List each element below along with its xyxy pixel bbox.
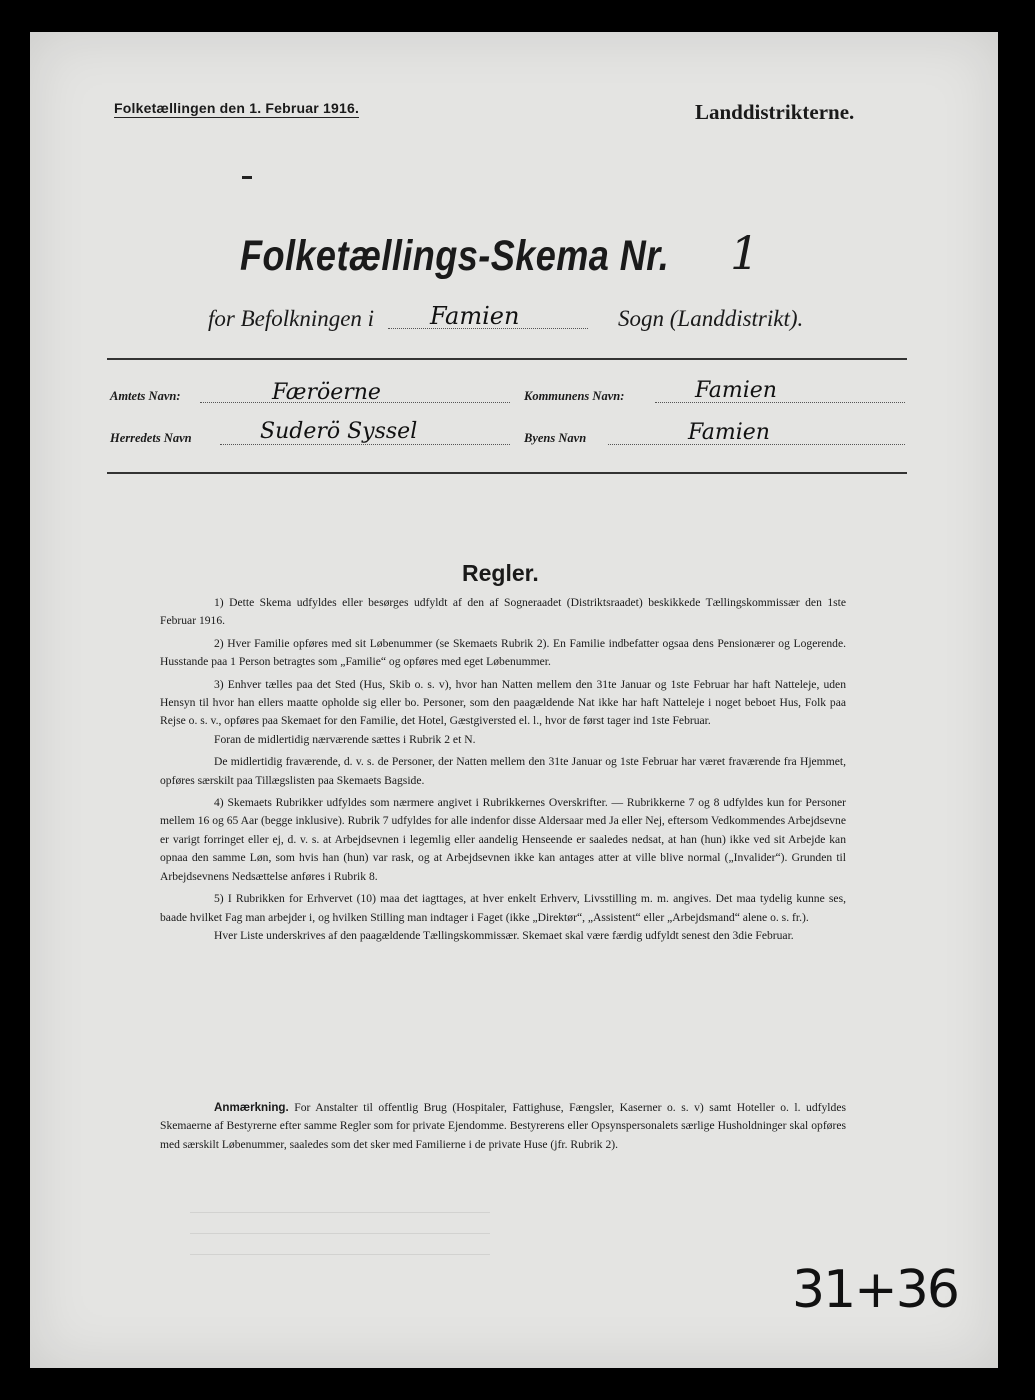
note-text: For Anstalter til offentlig Brug (Hospitaler, Fattighuse, Fængsler, Kaserner o. s. v) samt Hoteller o. l. udfyldes Skemaerne af Bestyrerne efter samme Regler som for private Ejendomme. Bestyrerens eller Opsynspersonalets særlige Husholdninger skal opføres med særskilt Løbenummer, saaledes som det sker med Familierne i de private Huse (jfr. Rubrik 2). [160, 1101, 846, 1151]
rule-1: 1) Dette Skema udfyldes eller besørges udfyldt af den af Sogneraadet (Distriktsraadet) beskikkede Tællingskommissær den 1ste Februar 1916. [160, 596, 846, 628]
amt-value-handwritten: Færöerne [272, 380, 381, 405]
subtitle-suffix: Sogn (Landdistrikt). [618, 306, 804, 331]
herred-dotted-line [220, 444, 510, 445]
amt-label: Amtets Navn: [110, 389, 181, 403]
herred-value-handwritten: Suderö Syssel [260, 419, 418, 444]
kommune-label: Kommunens Navn: [524, 389, 625, 403]
parish-handwritten: Famien [430, 302, 520, 330]
rule-3: 3) Enhver tælles paa det Sted (Hus, Skib o. s. v), hvor han Natten mellem den 31te Januar og 1ste Februar har haft Natteleje, uden Hensyn til hvor han ellers maatte opholde sig eller bo. Personer, som den paagældende Nat ikke har haft Natteleje i noget beboet Hus, Folk paa Rejse o. s. v., opføres paa Skemaet for den Familie, det Hotel, Gæstgiversted el. l., hvor de først tager ind 1ste Februar. [160, 677, 846, 728]
by-value-handwritten: Famien [688, 420, 770, 445]
page-number-handwritten: 31+36 [792, 1260, 958, 1320]
rule-2: 2) Hver Familie opføres med sit Løbenummer (se Skemaets Rubrik 2). En Familie indbefatter ogsaa dens Pensionærer og Logerende. Husstande paa 1 Person betragtes som „Familie“ og opføres med eget Løbenummer. [160, 636, 846, 669]
rule-signature: Hver Liste underskrives af den paagældende Tællingskommissær. Skemaet skal være færdig udfyldt senest den 3die Februar. [214, 928, 794, 942]
rule-5: 5) I Rubrikken for Erhvervet (10) maa det iagttages, at hver enkelt Erhverv, Livsstilling m. m. angives. Det maa tydelig kunne ses, baade hvilket Fag man arbejder i, og hvilken Stilling man indtager i Faget (ikke „Direktør“, „Assistent“ eller „Arbejdsmand“ alene o. s. fr.). [160, 892, 846, 924]
rule-3-temporary-present: Foran de midlertidig nærværende sættes i Rubrik 2 et N. [214, 732, 476, 746]
census-form-page [30, 32, 998, 1368]
note-label: Anmærkning. [214, 1101, 289, 1114]
rules-heading: Regler. [462, 560, 539, 586]
kommune-value-handwritten: Famien [695, 378, 777, 403]
district-type-header: Landdistrikterne. [695, 100, 855, 124]
by-label: Byens Navn [524, 431, 587, 445]
subtitle-prefix: for Befolkningen i [208, 306, 375, 331]
rules-body [160, 594, 846, 949]
rule-4: 4) Skemaets Rubrikker udfyldes som nærmere angivet i Rubrikkernes Overskrifter. — Rubrikkerne 7 og 8 udfyldes kun for Personer mellem 16 og 65 Aar (begge inklusive). Rubrik 7 udfyldes for alle indenfor disse Aldersaar med Ja eller Nej, eftersom Vedkommendes Arbejdsevne er varigt forringet eller ej, d. v. s. at Arbejdsevnen i legemlig eller aandelig Henseende er saaledes nedsat, at han (hun) ikke ved sit Arbejde kan opnaa den samme Løn, som hvis han (hun) var rask, og at Arbejdsevnen ikke kan antages atter at ville blive normal („Invalider“). Grunden til Arbejdsevnens Nedsættelse anføres i Rubrik 8. [160, 796, 846, 883]
divider-top [107, 358, 907, 360]
kommune-dotted-line [655, 402, 905, 403]
bleed-through-lines [190, 1212, 490, 1275]
ink-mark [242, 176, 252, 179]
divider-bottom [107, 472, 907, 474]
form-number-handwritten: 1 [730, 226, 760, 280]
form-title: Folketællings-Skema Nr. [240, 232, 670, 280]
note-block [160, 1099, 846, 1154]
rule-3-temporary-absent: De midlertidig fraværende, d. v. s. de Personer, der Natten mellem den 31te Januar og 1ste Februar har været fraværende fra Hjemmet, opføres særskilt paa Tillægslisten paa Skemaets Bagside. [160, 755, 846, 787]
herred-label: Herredets Navn [110, 431, 192, 445]
census-date-header: Folketællingen den 1. Februar 1916. [114, 100, 360, 116]
